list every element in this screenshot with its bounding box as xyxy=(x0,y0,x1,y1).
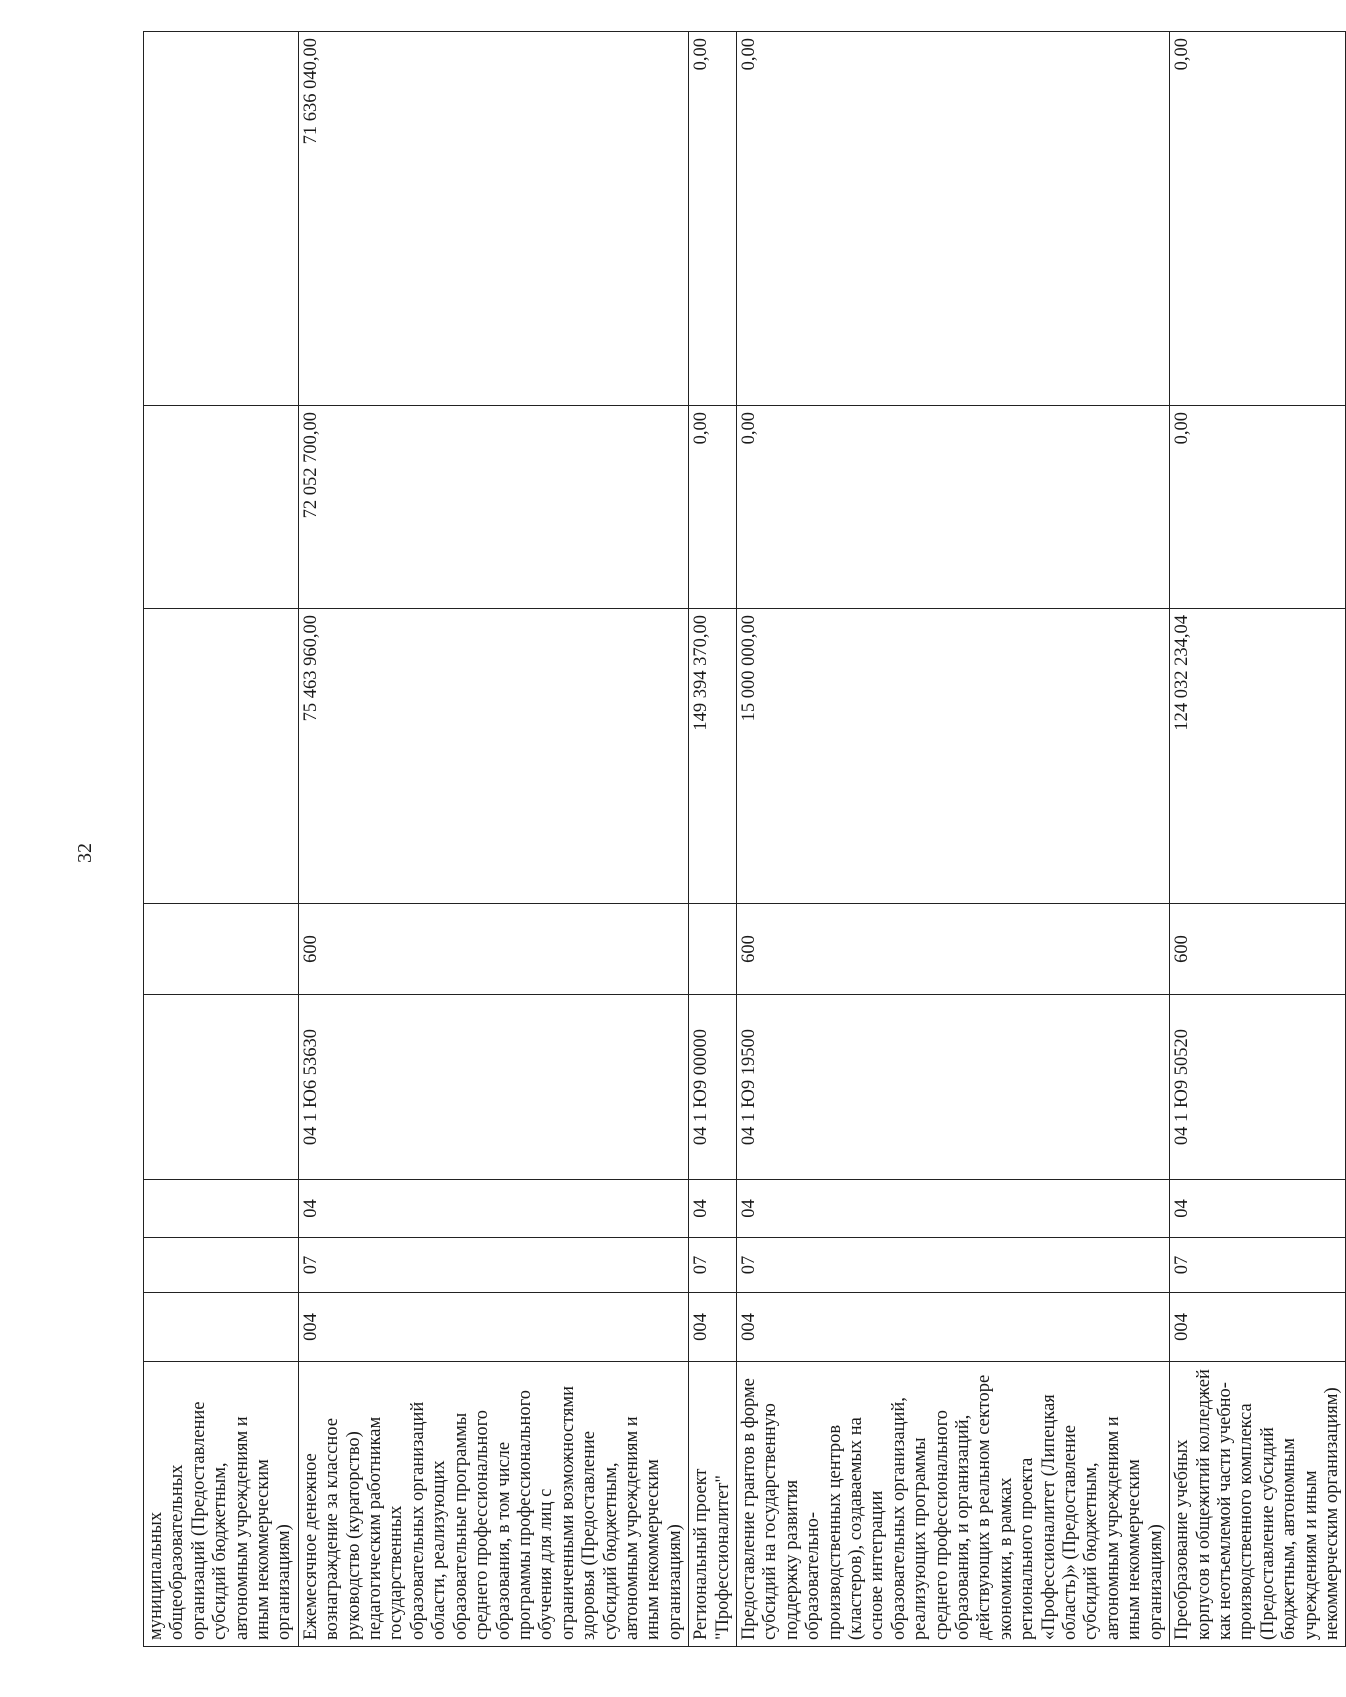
row-description: Преобразование учебных корпусов и общежитий колледжей как неотъемлемой части учебно-производственного комплекса (Предоставление субсидий бюджетным, автономным учреждениям и иным некоммерческим организациям) xyxy=(1170,1362,1346,1647)
amount-year-2: 72 052 700,00 xyxy=(298,406,688,609)
expense-type-code: 600 xyxy=(298,904,688,995)
expense-type-code xyxy=(144,904,299,995)
ministry-code: 004 xyxy=(298,1293,688,1362)
subsection-code xyxy=(144,1180,299,1238)
amount-year-2 xyxy=(144,406,299,609)
amount-year-1: 75 463 960,00 xyxy=(298,609,688,904)
section-code: 07 xyxy=(298,1238,688,1293)
target-article-code: 04 1 Ю9 19500 xyxy=(736,995,1169,1180)
ministry-code: 004 xyxy=(1170,1293,1346,1362)
target-article-code xyxy=(144,995,299,1180)
amount-year-2: 0,00 xyxy=(689,406,737,609)
amount-year-3 xyxy=(144,32,299,406)
amount-year-2: 0,00 xyxy=(1170,406,1346,609)
amount-year-1: 124 032 234,04 xyxy=(1170,609,1346,904)
subsection-code: 04 xyxy=(689,1180,737,1238)
subsection-code: 04 xyxy=(736,1180,1169,1238)
amount-year-1: 149 394 370,00 xyxy=(689,609,737,904)
table-row xyxy=(298,32,688,1647)
rotated-budget-sheet xyxy=(143,32,1342,1647)
subsection-code: 04 xyxy=(1170,1180,1346,1238)
section-code xyxy=(144,1238,299,1293)
ministry-code xyxy=(144,1293,299,1362)
amount-year-1: 15 000 000,00 xyxy=(736,609,1169,904)
subsection-code: 04 xyxy=(298,1180,688,1238)
page-number: 32 xyxy=(74,843,96,863)
section-code: 07 xyxy=(689,1238,737,1293)
section-code: 07 xyxy=(736,1238,1169,1293)
table-row xyxy=(1170,32,1346,1647)
row-description: Ежемесячное денежное вознаграждение за классное руководство (кураторство) педагогическим работникам государственных образовательных организаций области, реализующих образовательные программы среднего профессионального образования, в том числе программы профессионального обучения для лиц с ограниченными возможностями здоровья (Предоставление субсидий бюджетным, автономным учреждениям и иным некоммерческим организациям) xyxy=(298,1362,688,1647)
row-description: Предоставление грантов в форме субсидий на государственную поддержку развития образовательно-производственных центров (кластеров), создаваемых на основе интеграции образовательных организаций, реализующих программы среднего профессионального образования, и организаций, действующих в реальном секторе экономики, в рамках регионального проекта «Профессионалитет (Липецкая область)» (Предоставление субсидий бюджетным, автономным учреждениям и иным некоммерческим организациям) xyxy=(736,1362,1169,1647)
section-code: 07 xyxy=(1170,1238,1346,1293)
row-description: муниципальных общеобразовательных организаций (Предоставление субсидий бюджетным, автономным учреждениям и иным некоммерческим организациям) xyxy=(144,1362,299,1647)
table-row xyxy=(689,32,737,1647)
ministry-code: 004 xyxy=(689,1293,737,1362)
amount-year-2: 0,00 xyxy=(736,406,1169,609)
amount-year-3: 0,00 xyxy=(689,32,737,406)
expense-type-code: 600 xyxy=(736,904,1169,995)
ministry-code: 004 xyxy=(736,1293,1169,1362)
table-row xyxy=(736,32,1169,1647)
target-article-code: 04 1 Ю6 53630 xyxy=(298,995,688,1180)
budget-table xyxy=(143,31,1346,1647)
target-article-code: 04 1 Ю9 00000 xyxy=(689,995,737,1180)
amount-year-1 xyxy=(144,609,299,904)
target-article-code: 04 1 Ю9 50520 xyxy=(1170,995,1346,1180)
amount-year-3: 0,00 xyxy=(736,32,1169,406)
amount-year-3: 71 636 040,00 xyxy=(298,32,688,406)
expense-type-code: 600 xyxy=(1170,904,1346,995)
expense-type-code xyxy=(689,904,737,995)
amount-year-3: 0,00 xyxy=(1170,32,1346,406)
row-description: Региональный проект "Профессионалитет" xyxy=(689,1362,737,1647)
table-row xyxy=(144,32,299,1647)
